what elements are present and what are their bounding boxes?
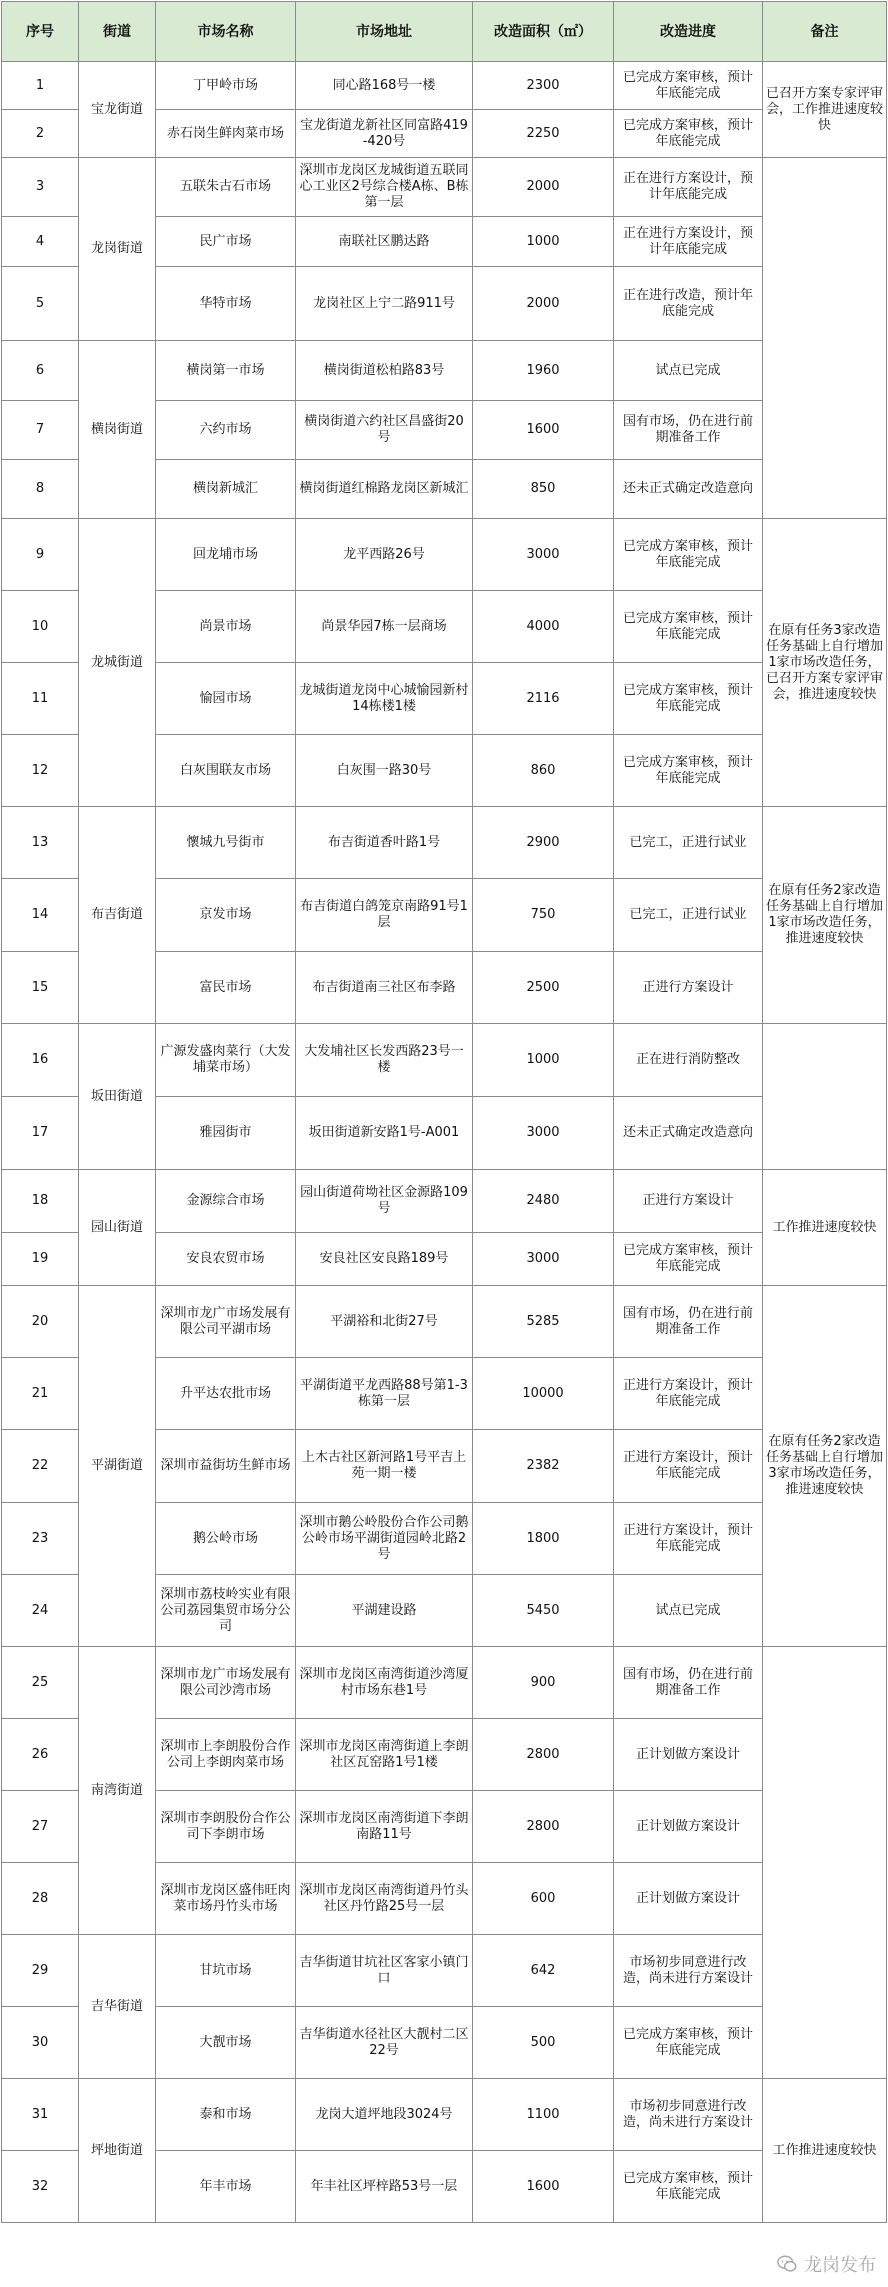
row-market-address: 深圳市鹅公岭股份合作公司鹅公岭市场平湖街道园岭北路2号 <box>296 1503 473 1575</box>
row-seq: 1 <box>2 62 79 110</box>
row-progress: 国有市场，仍在进行前期准备工作 <box>614 401 763 460</box>
row-market-address: 深圳市龙岗区南湾街道下李朗南路11号 <box>296 1791 473 1863</box>
row-progress: 市场初步同意进行改造，尚未进行方案设计 <box>614 2079 763 2151</box>
row-street: 布吉街道 <box>79 807 156 1024</box>
row-seq: 26 <box>2 1719 79 1791</box>
row-area: 900 <box>473 1647 614 1719</box>
row-progress: 还未正式确定改造意向 <box>614 1097 763 1170</box>
row-market-address: 龙平西路26号 <box>296 519 473 591</box>
row-seq: 7 <box>2 401 79 460</box>
row-seq: 14 <box>2 879 79 952</box>
row-area: 1600 <box>473 2151 614 2223</box>
header-market-name: 市场名称 <box>156 2 296 62</box>
table-row <box>2 519 887 591</box>
table-row <box>2 62 887 110</box>
row-area: 3000 <box>473 1233 614 1286</box>
row-progress: 已完成方案审核，预计年底能完成 <box>614 735 763 807</box>
row-seq: 32 <box>2 2151 79 2223</box>
row-market-address: 吉华街道甘坑社区客家小镇门口 <box>296 1935 473 2007</box>
row-market-address: 布吉街道香叶路1号 <box>296 807 473 879</box>
row-seq: 10 <box>2 591 79 663</box>
row-market-name: 金源综合市场 <box>156 1170 296 1233</box>
row-area: 3000 <box>473 1097 614 1170</box>
row-progress: 正进行方案设计，预计年底能完成 <box>614 1358 763 1430</box>
row-area: 2000 <box>473 158 614 217</box>
table-row <box>2 1170 887 1233</box>
row-note: 在原有任务2家改造任务基础上自行增加1家市场改造任务，推进速度较快 <box>763 807 887 1024</box>
row-market-address: 园山街道荷坳社区金源路109号 <box>296 1170 473 1233</box>
row-progress: 正在进行方案设计，预计年底能完成 <box>614 217 763 267</box>
row-market-name: 懷城九号街市 <box>156 807 296 879</box>
row-market-name: 京发市场 <box>156 879 296 952</box>
table-row <box>2 1024 887 1097</box>
row-note <box>763 1647 887 2079</box>
row-seq: 13 <box>2 807 79 879</box>
row-market-name: 五联朱古石市场 <box>156 158 296 217</box>
row-progress: 已完工，正进行试业 <box>614 879 763 952</box>
row-progress: 正在进行改造，预计年底能完成 <box>614 267 763 341</box>
row-area: 850 <box>473 460 614 519</box>
row-seq: 11 <box>2 663 79 735</box>
row-seq: 15 <box>2 952 79 1024</box>
row-market-address: 龙岗大道坪地段3024号 <box>296 2079 473 2151</box>
table-row <box>2 341 887 401</box>
row-area: 2116 <box>473 663 614 735</box>
row-seq: 6 <box>2 341 79 401</box>
row-progress: 正计划做方案设计 <box>614 1791 763 1863</box>
row-market-name: 甘坑市场 <box>156 1935 296 2007</box>
row-area: 3000 <box>473 519 614 591</box>
row-progress: 正在进行消防整改 <box>614 1024 763 1097</box>
row-market-name: 民广市场 <box>156 217 296 267</box>
row-seq: 22 <box>2 1430 79 1503</box>
row-street: 龙城街道 <box>79 519 156 807</box>
header-note: 备注 <box>763 2 887 62</box>
row-progress: 已完成方案审核，预计年底能完成 <box>614 62 763 110</box>
row-area: 1600 <box>473 401 614 460</box>
market-renovation-table <box>1 1 887 2223</box>
watermark-text: 龙岗发布 <box>804 2255 876 2276</box>
table-row <box>2 1935 887 2007</box>
row-market-address: 横岗街道红棉路龙岗区新城汇 <box>296 460 473 519</box>
row-street: 南湾街道 <box>79 1647 156 1935</box>
row-area: 2500 <box>473 952 614 1024</box>
row-market-address: 深圳市龙岗区南湾街道沙湾厦村市场东巷1号 <box>296 1647 473 1719</box>
row-market-address: 宝龙街道龙新社区同富路419-420号 <box>296 110 473 158</box>
header-row <box>2 2 887 62</box>
row-market-address: 布吉街道白鸽笼京南路91号1层 <box>296 879 473 952</box>
table-row <box>2 807 887 879</box>
row-market-address: 尚景华园7栋一层商场 <box>296 591 473 663</box>
row-market-name: 大靓市场 <box>156 2007 296 2079</box>
row-market-address: 龙城街道龙岗中心城愉园新村14栋楼1楼 <box>296 663 473 735</box>
row-area: 2900 <box>473 807 614 879</box>
row-market-name: 华特市场 <box>156 267 296 341</box>
row-market-name: 深圳市荔枝岭实业有限公司荔园集贸市场分公司 <box>156 1575 296 1647</box>
wechat-bubble-icon <box>776 2253 798 2275</box>
row-market-address: 同心路168号一楼 <box>296 62 473 110</box>
row-market-address: 南联社区鹏达路 <box>296 217 473 267</box>
row-market-name: 泰和市场 <box>156 2079 296 2151</box>
row-area: 10000 <box>473 1358 614 1430</box>
row-area: 2800 <box>473 1719 614 1791</box>
row-market-name: 丁甲岭市场 <box>156 62 296 110</box>
row-seq: 19 <box>2 1233 79 1286</box>
row-progress: 试点已完成 <box>614 341 763 401</box>
row-progress: 已完成方案审核，预计年底能完成 <box>614 663 763 735</box>
row-seq: 12 <box>2 735 79 807</box>
row-progress: 正计划做方案设计 <box>614 1719 763 1791</box>
row-area: 1960 <box>473 341 614 401</box>
row-seq: 17 <box>2 1097 79 1170</box>
row-area: 2300 <box>473 62 614 110</box>
table-row <box>2 158 887 217</box>
row-market-address: 白灰围一路30号 <box>296 735 473 807</box>
row-street: 园山街道 <box>79 1170 156 1286</box>
row-note: 在原有任务3家改造任务基础上自行增加1家市场改造任务，已召开方案专家评审会，推进速度较快 <box>763 519 887 807</box>
row-note: 在原有任务2家改造任务基础上自行增加3家市场改造任务，推进速度较快 <box>763 1286 887 1647</box>
row-market-address: 龙岗社区上宁二路911号 <box>296 267 473 341</box>
row-area: 5450 <box>473 1575 614 1647</box>
row-market-address: 平湖建设路 <box>296 1575 473 1647</box>
row-seq: 25 <box>2 1647 79 1719</box>
row-seq: 21 <box>2 1358 79 1430</box>
row-market-name: 广源发盛肉菜行（大发埔菜市场） <box>156 1024 296 1097</box>
row-progress: 正进行方案设计 <box>614 952 763 1024</box>
row-street: 平湖街道 <box>79 1286 156 1647</box>
row-progress: 正进行方案设计，预计年底能完成 <box>614 1503 763 1575</box>
row-seq: 23 <box>2 1503 79 1575</box>
row-progress: 国有市场，仍在进行前期准备工作 <box>614 1647 763 1719</box>
row-progress: 正在进行方案设计，预计年底能完成 <box>614 158 763 217</box>
row-seq: 4 <box>2 217 79 267</box>
row-market-name: 富民市场 <box>156 952 296 1024</box>
row-seq: 8 <box>2 460 79 519</box>
row-market-address: 平湖裕和北街27号 <box>296 1286 473 1358</box>
header-progress: 改造进度 <box>614 2 763 62</box>
header-area: 改造面积（㎡） <box>473 2 614 62</box>
row-street: 坂田街道 <box>79 1024 156 1170</box>
row-market-name: 白灰围联友市场 <box>156 735 296 807</box>
row-market-address: 深圳市龙岗区龙城街道五联同心工业区2号综合楼A栋、B栋第一层 <box>296 158 473 217</box>
row-progress: 市场初步同意进行改造，尚未进行方案设计 <box>614 1935 763 2007</box>
row-street: 坪地街道 <box>79 2079 156 2223</box>
row-market-name: 回龙埔市场 <box>156 519 296 591</box>
row-market-name: 横岗第一市场 <box>156 341 296 401</box>
row-market-name: 横岗新城汇 <box>156 460 296 519</box>
row-progress: 已完成方案审核，预计年底能完成 <box>614 2007 763 2079</box>
row-area: 500 <box>473 2007 614 2079</box>
row-street: 龙岗街道 <box>79 158 156 341</box>
row-area: 1000 <box>473 217 614 267</box>
row-progress: 已完成方案审核，预计年底能完成 <box>614 1233 763 1286</box>
row-market-name: 深圳市龙广市场发展有限公司平湖市场 <box>156 1286 296 1358</box>
row-market-name: 深圳市龙岗区盛伟旺肉菜市场丹竹头市场 <box>156 1863 296 1935</box>
row-progress: 国有市场，仍在进行前期准备工作 <box>614 1286 763 1358</box>
row-progress: 已完工，正进行试业 <box>614 807 763 879</box>
row-area: 750 <box>473 879 614 952</box>
row-market-address: 上木古社区新河路1号平吉上苑一期一楼 <box>296 1430 473 1503</box>
row-progress: 还未正式确定改造意向 <box>614 460 763 519</box>
row-area: 5285 <box>473 1286 614 1358</box>
row-seq: 24 <box>2 1575 79 1647</box>
header-seq: 序号 <box>2 2 79 62</box>
row-street: 横岗街道 <box>79 341 156 519</box>
row-area: 2000 <box>473 267 614 341</box>
row-market-address: 安良社区安良路189号 <box>296 1233 473 1286</box>
row-progress: 正进行方案设计 <box>614 1170 763 1233</box>
row-seq: 28 <box>2 1863 79 1935</box>
row-seq: 3 <box>2 158 79 217</box>
table-row <box>2 1647 887 1719</box>
table-row <box>2 2079 887 2151</box>
row-market-name: 升平达农批市场 <box>156 1358 296 1430</box>
row-seq: 31 <box>2 2079 79 2151</box>
row-area: 600 <box>473 1863 614 1935</box>
row-seq: 2 <box>2 110 79 158</box>
row-market-address: 横岗街道松柏路83号 <box>296 341 473 401</box>
row-area: 2250 <box>473 110 614 158</box>
row-market-name: 鹅公岭市场 <box>156 1503 296 1575</box>
row-seq: 9 <box>2 519 79 591</box>
row-seq: 16 <box>2 1024 79 1097</box>
row-street: 吉华街道 <box>79 1935 156 2079</box>
row-market-name: 雅园街市 <box>156 1097 296 1170</box>
row-seq: 30 <box>2 2007 79 2079</box>
row-market-name: 深圳市李朗股份合作公司下李朗市场 <box>156 1791 296 1863</box>
row-progress: 已完成方案审核，预计年底能完成 <box>614 591 763 663</box>
row-seq: 20 <box>2 1286 79 1358</box>
row-market-name: 安良农贸市场 <box>156 1233 296 1286</box>
row-market-address: 深圳市龙岗区南湾街道丹竹头社区丹竹路25号一层 <box>296 1863 473 1935</box>
row-market-address: 平湖街道平龙西路88号第1-3栋第一层 <box>296 1358 473 1430</box>
row-area: 642 <box>473 1935 614 2007</box>
row-progress: 正计划做方案设计 <box>614 1863 763 1935</box>
row-area: 2382 <box>473 1430 614 1503</box>
header-market-address: 市场地址 <box>296 2 473 62</box>
row-progress: 正进行方案设计，预计年底能完成 <box>614 1430 763 1503</box>
row-area: 2800 <box>473 1791 614 1863</box>
row-progress: 已完成方案审核，预计年底能完成 <box>614 2151 763 2223</box>
row-area: 1000 <box>473 1024 614 1097</box>
row-area: 2480 <box>473 1170 614 1233</box>
row-market-name: 六约市场 <box>156 401 296 460</box>
watermark <box>776 2251 876 2277</box>
row-note <box>763 158 887 519</box>
row-market-name: 深圳市益街坊生鲜市场 <box>156 1430 296 1503</box>
row-market-address: 布吉街道南三社区布李路 <box>296 952 473 1024</box>
row-market-address: 坂田街道新安路1号-A001 <box>296 1097 473 1170</box>
row-seq: 5 <box>2 267 79 341</box>
row-note: 已召开方案专家评审会，工作推进速度较快 <box>763 62 887 158</box>
row-market-address: 横岗街道六约社区昌盛街20号 <box>296 401 473 460</box>
row-seq: 18 <box>2 1170 79 1233</box>
row-note: 工作推进速度较快 <box>763 2079 887 2223</box>
header-street: 街道 <box>79 2 156 62</box>
row-market-name: 愉园市场 <box>156 663 296 735</box>
row-progress: 已完成方案审核，预计年底能完成 <box>614 519 763 591</box>
row-market-address: 大发埔社区长发西路23号一楼 <box>296 1024 473 1097</box>
table-row <box>2 1286 887 1358</box>
row-seq: 27 <box>2 1791 79 1863</box>
row-area: 1800 <box>473 1503 614 1575</box>
row-area: 4000 <box>473 591 614 663</box>
row-market-name: 深圳市龙广市场发展有限公司沙湾市场 <box>156 1647 296 1719</box>
row-note <box>763 1024 887 1170</box>
row-market-address: 深圳市龙岗区南湾街道上李朗社区瓦窑路1号1楼 <box>296 1719 473 1791</box>
row-street: 宝龙街道 <box>79 62 156 158</box>
row-progress: 已完成方案审核，预计年底能完成 <box>614 110 763 158</box>
row-market-address: 年丰社区坪梓路53号一层 <box>296 2151 473 2223</box>
row-area: 1100 <box>473 2079 614 2151</box>
row-market-address: 吉华街道水径社区大靓村二区22号 <box>296 2007 473 2079</box>
row-market-name: 尚景市场 <box>156 591 296 663</box>
row-seq: 29 <box>2 1935 79 2007</box>
row-progress: 试点已完成 <box>614 1575 763 1647</box>
row-market-name: 年丰市场 <box>156 2151 296 2223</box>
row-note: 工作推进速度较快 <box>763 1170 887 1286</box>
row-area: 860 <box>473 735 614 807</box>
row-market-name: 赤石岗生鲜肉菜市场 <box>156 110 296 158</box>
row-market-name: 深圳市上李朗股份合作公司上李朗肉菜市场 <box>156 1719 296 1791</box>
